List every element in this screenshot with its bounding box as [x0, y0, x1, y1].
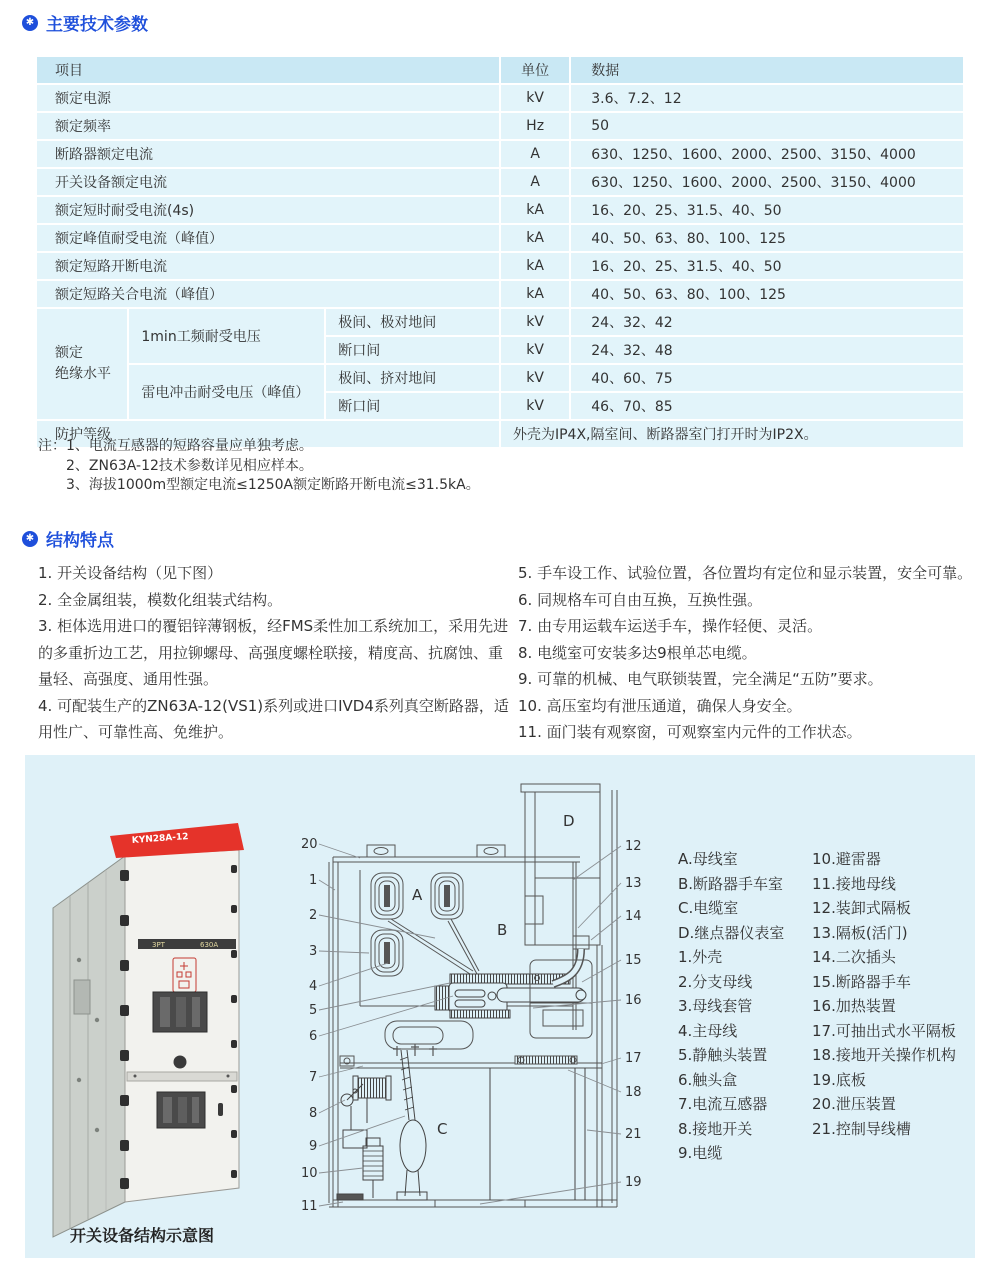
col-header-data: 数据 — [571, 57, 963, 83]
legend-item: 7.电流互感器 — [678, 1095, 768, 1113]
feature-item: 5. 手车设工作、试验位置，各位置均有定位和显示装置，安全可靠。 — [518, 564, 973, 582]
legend-item: 3.母线套管 — [678, 997, 753, 1015]
figure-panel — [25, 755, 975, 1258]
col-header-unit: 单位 — [501, 57, 569, 83]
insulation-sub2-cell: 雷电冲击耐受电压（峰值） — [129, 365, 324, 419]
legend-item: 10.避雷器 — [812, 850, 881, 868]
strip-label-left: 3PT — [152, 941, 165, 949]
legend-item: 2.分支母线 — [678, 972, 753, 991]
table-row-protection: 防护等级 外壳为IP4X,隔室间、断路器室门打开时为IP2X。 — [37, 421, 963, 447]
callout: 3 — [309, 944, 318, 959]
insulation-sub1-cell: 1min工频耐受电压 — [129, 309, 324, 363]
legend-item: 8.接地开关 — [678, 1119, 753, 1138]
legend-item: A.母线室 — [678, 850, 738, 868]
callout: 2 — [309, 908, 318, 923]
feature-item: 7. 由专用运载车运送手车，操作轻便、灵活。 — [518, 617, 823, 635]
callout: 13 — [625, 876, 642, 891]
legend-item: 21.控制导线槽 — [812, 1119, 911, 1138]
legend-item: 14.二次插头 — [812, 948, 896, 966]
table-row: 额定短路开断电流 kA 16、20、25、31.5、40、50 — [37, 253, 963, 279]
door-knob — [174, 1056, 187, 1069]
legend-item: C.电缆室 — [678, 899, 739, 917]
figure-caption: 开关设备结构示意图 — [70, 1226, 215, 1245]
legend-item: 16.加热装置 — [812, 997, 896, 1015]
callout: 18 — [625, 1085, 642, 1100]
callout: 11 — [301, 1199, 318, 1214]
insulation-group-cell: 额定 绝缘水平 — [37, 309, 127, 419]
section-title-features: 结构特点 — [46, 531, 114, 551]
legend-item: 19.底板 — [812, 1070, 866, 1089]
table-row: 开关设备额定电流 A 630、1250、1600、2000、2500、3150、4000 — [37, 169, 963, 195]
features-left-column — [38, 560, 512, 746]
feature-item: 9. 可靠的机械、电气联锁装置，完全满足“五防”要求。 — [518, 670, 883, 688]
callout: 12 — [625, 839, 642, 854]
callout: 16 — [625, 993, 642, 1008]
letter-C: C — [437, 1120, 448, 1138]
table-row: 额定峰值耐受电流（峰值） kA 40、50、63、80、100、125 — [37, 225, 963, 251]
callout: 6 — [309, 1029, 318, 1044]
legend-item: 9.电缆 — [678, 1144, 723, 1162]
legend-item: 5.静触头装置 — [678, 1046, 768, 1064]
table-row: 断路器额定电流 A 630、1250、1600、2000、2500、3150、4000 — [37, 141, 963, 167]
legend-item: B.断路器手车室 — [678, 874, 784, 893]
feature-item: 8. 电缆室可安装多达9根单芯电缆。 — [518, 643, 757, 662]
cabinet-side-panel — [53, 856, 125, 1237]
features-right-column — [518, 560, 994, 746]
feature-item: 2. 全金属组装，模数化组装式结构。 — [38, 590, 283, 609]
feature-item: 11. 面门装有观察窗，可观察室内元件的工作状态。 — [518, 723, 862, 741]
notes-block — [38, 437, 480, 496]
mid-rail — [127, 1072, 237, 1081]
table-row-insulation: 断口间 kV 24、32、48 — [37, 337, 963, 363]
callout: 19 — [625, 1175, 642, 1190]
cabinet-front-face — [110, 823, 244, 1202]
legend-column-1 — [678, 847, 784, 1166]
callout: 4 — [309, 979, 318, 994]
cable-room — [337, 1050, 585, 1200]
note-line: 1、电流互感器的短路容量应单独考虑。 — [66, 438, 313, 454]
legend-item: 1.外壳 — [678, 948, 723, 966]
params-table — [35, 55, 965, 449]
callout: 21 — [625, 1127, 642, 1142]
callout: 10 — [301, 1166, 318, 1181]
section-bullet-icon: ✱ — [22, 531, 38, 547]
callout-numbers — [301, 837, 642, 1214]
legend-item: 12.装卸式隔板 — [812, 899, 911, 917]
strip-label-right: 630A — [200, 941, 219, 949]
legend-item: 18.接地开关操作机构 — [812, 1046, 956, 1064]
section-title-params: 主要技术参数 — [46, 15, 148, 35]
letter-D: D — [563, 812, 575, 830]
legend-item: 4.主母线 — [678, 1021, 738, 1040]
legend-item: 15.断路器手车 — [812, 972, 911, 991]
notes-list — [66, 437, 480, 496]
callout: 9 — [309, 1139, 318, 1154]
note-line: 2、ZN63A-12技术参数详见相应样本。 — [66, 457, 313, 474]
feature-item: 3. 柜体选用进口的覆铝锌薄钢板，经FMS柔性加工系统加工，采用先进的多重折边工艺，用拉铆螺母、高强度螺栓联接，精度高、抗腐蚀、重量轻、高强度、通用性强。 — [38, 617, 509, 688]
callout: 17 — [625, 1051, 642, 1066]
feature-item: 4. 可配装生产的ZN63A-12(VS1)系列或进口IVD4系列真空断路器，适用性广、可靠性高、免维护。 — [38, 696, 509, 741]
callout: 14 — [625, 909, 642, 924]
table-header-row — [37, 57, 963, 83]
table-row-insulation: 雷电冲击耐受电压（峰值） 极间、挤对地间 kV 40、60、75 — [37, 365, 963, 391]
note-line: 3、海拔1000m型额定电流≤1250A额定断路开断电流≤31.5kA。 — [66, 477, 480, 493]
feature-item: 10. 高压室均有泄压通道，确保人身安全。 — [518, 696, 802, 715]
section-bullet-icon: ✱ — [22, 15, 38, 31]
legend-column-2 — [812, 847, 956, 1141]
door-handle — [218, 1103, 223, 1116]
section-header-features — [22, 526, 114, 551]
legend-item: 17.可抽出式水平隔板 — [812, 1021, 956, 1040]
table-row-insulation: 额定 绝缘水平 1min工频耐受电压 极间、极对地间 kV 24、32、42 — [37, 309, 963, 335]
callout: 15 — [625, 953, 642, 968]
letter-A: A — [412, 886, 423, 904]
structure-diagram — [285, 778, 675, 1258]
table-row: 额定短路关合电流（峰值） kA 40、50、63、80、100、125 — [37, 281, 963, 307]
legend-item: 6.触头盒 — [678, 1070, 738, 1089]
callout: 20 — [301, 837, 318, 852]
feature-item: 1. 开关设备结构（见下图） — [38, 564, 223, 582]
callout: 5 — [309, 1003, 318, 1018]
letter-B: B — [497, 921, 508, 939]
legend-item: 13.隔板(活门) — [812, 923, 908, 942]
callout: 8 — [309, 1106, 318, 1121]
callout: 1 — [309, 873, 318, 888]
section-header-params — [22, 10, 148, 35]
feature-item: 6. 同规格车可自由互换，互换性强。 — [518, 590, 763, 609]
table-row: 额定短时耐受电流(4s) kA 16、20、25、31.5、40、50 — [37, 197, 963, 223]
cabinet-photo — [40, 810, 275, 1250]
table-row: 额定频率 Hz 50 — [37, 113, 963, 139]
col-header-item: 项目 — [37, 57, 499, 83]
table-row: 额定电源 kV 3.6、7.2、12 — [37, 85, 963, 111]
legend-item: D.继点器仪表室 — [678, 923, 785, 942]
notes-label: 注： — [38, 438, 66, 454]
horizontal-partition — [340, 1056, 602, 1068]
legend-item: 20.泄压装置 — [812, 1095, 896, 1113]
legend-item: 11.接地母线 — [812, 874, 896, 893]
relay-room — [521, 784, 600, 984]
table-row-insulation: 断口间 kV 46、70、85 — [37, 393, 963, 419]
model-label: KYN28A-12 — [131, 832, 189, 846]
callout: 7 — [309, 1070, 318, 1085]
